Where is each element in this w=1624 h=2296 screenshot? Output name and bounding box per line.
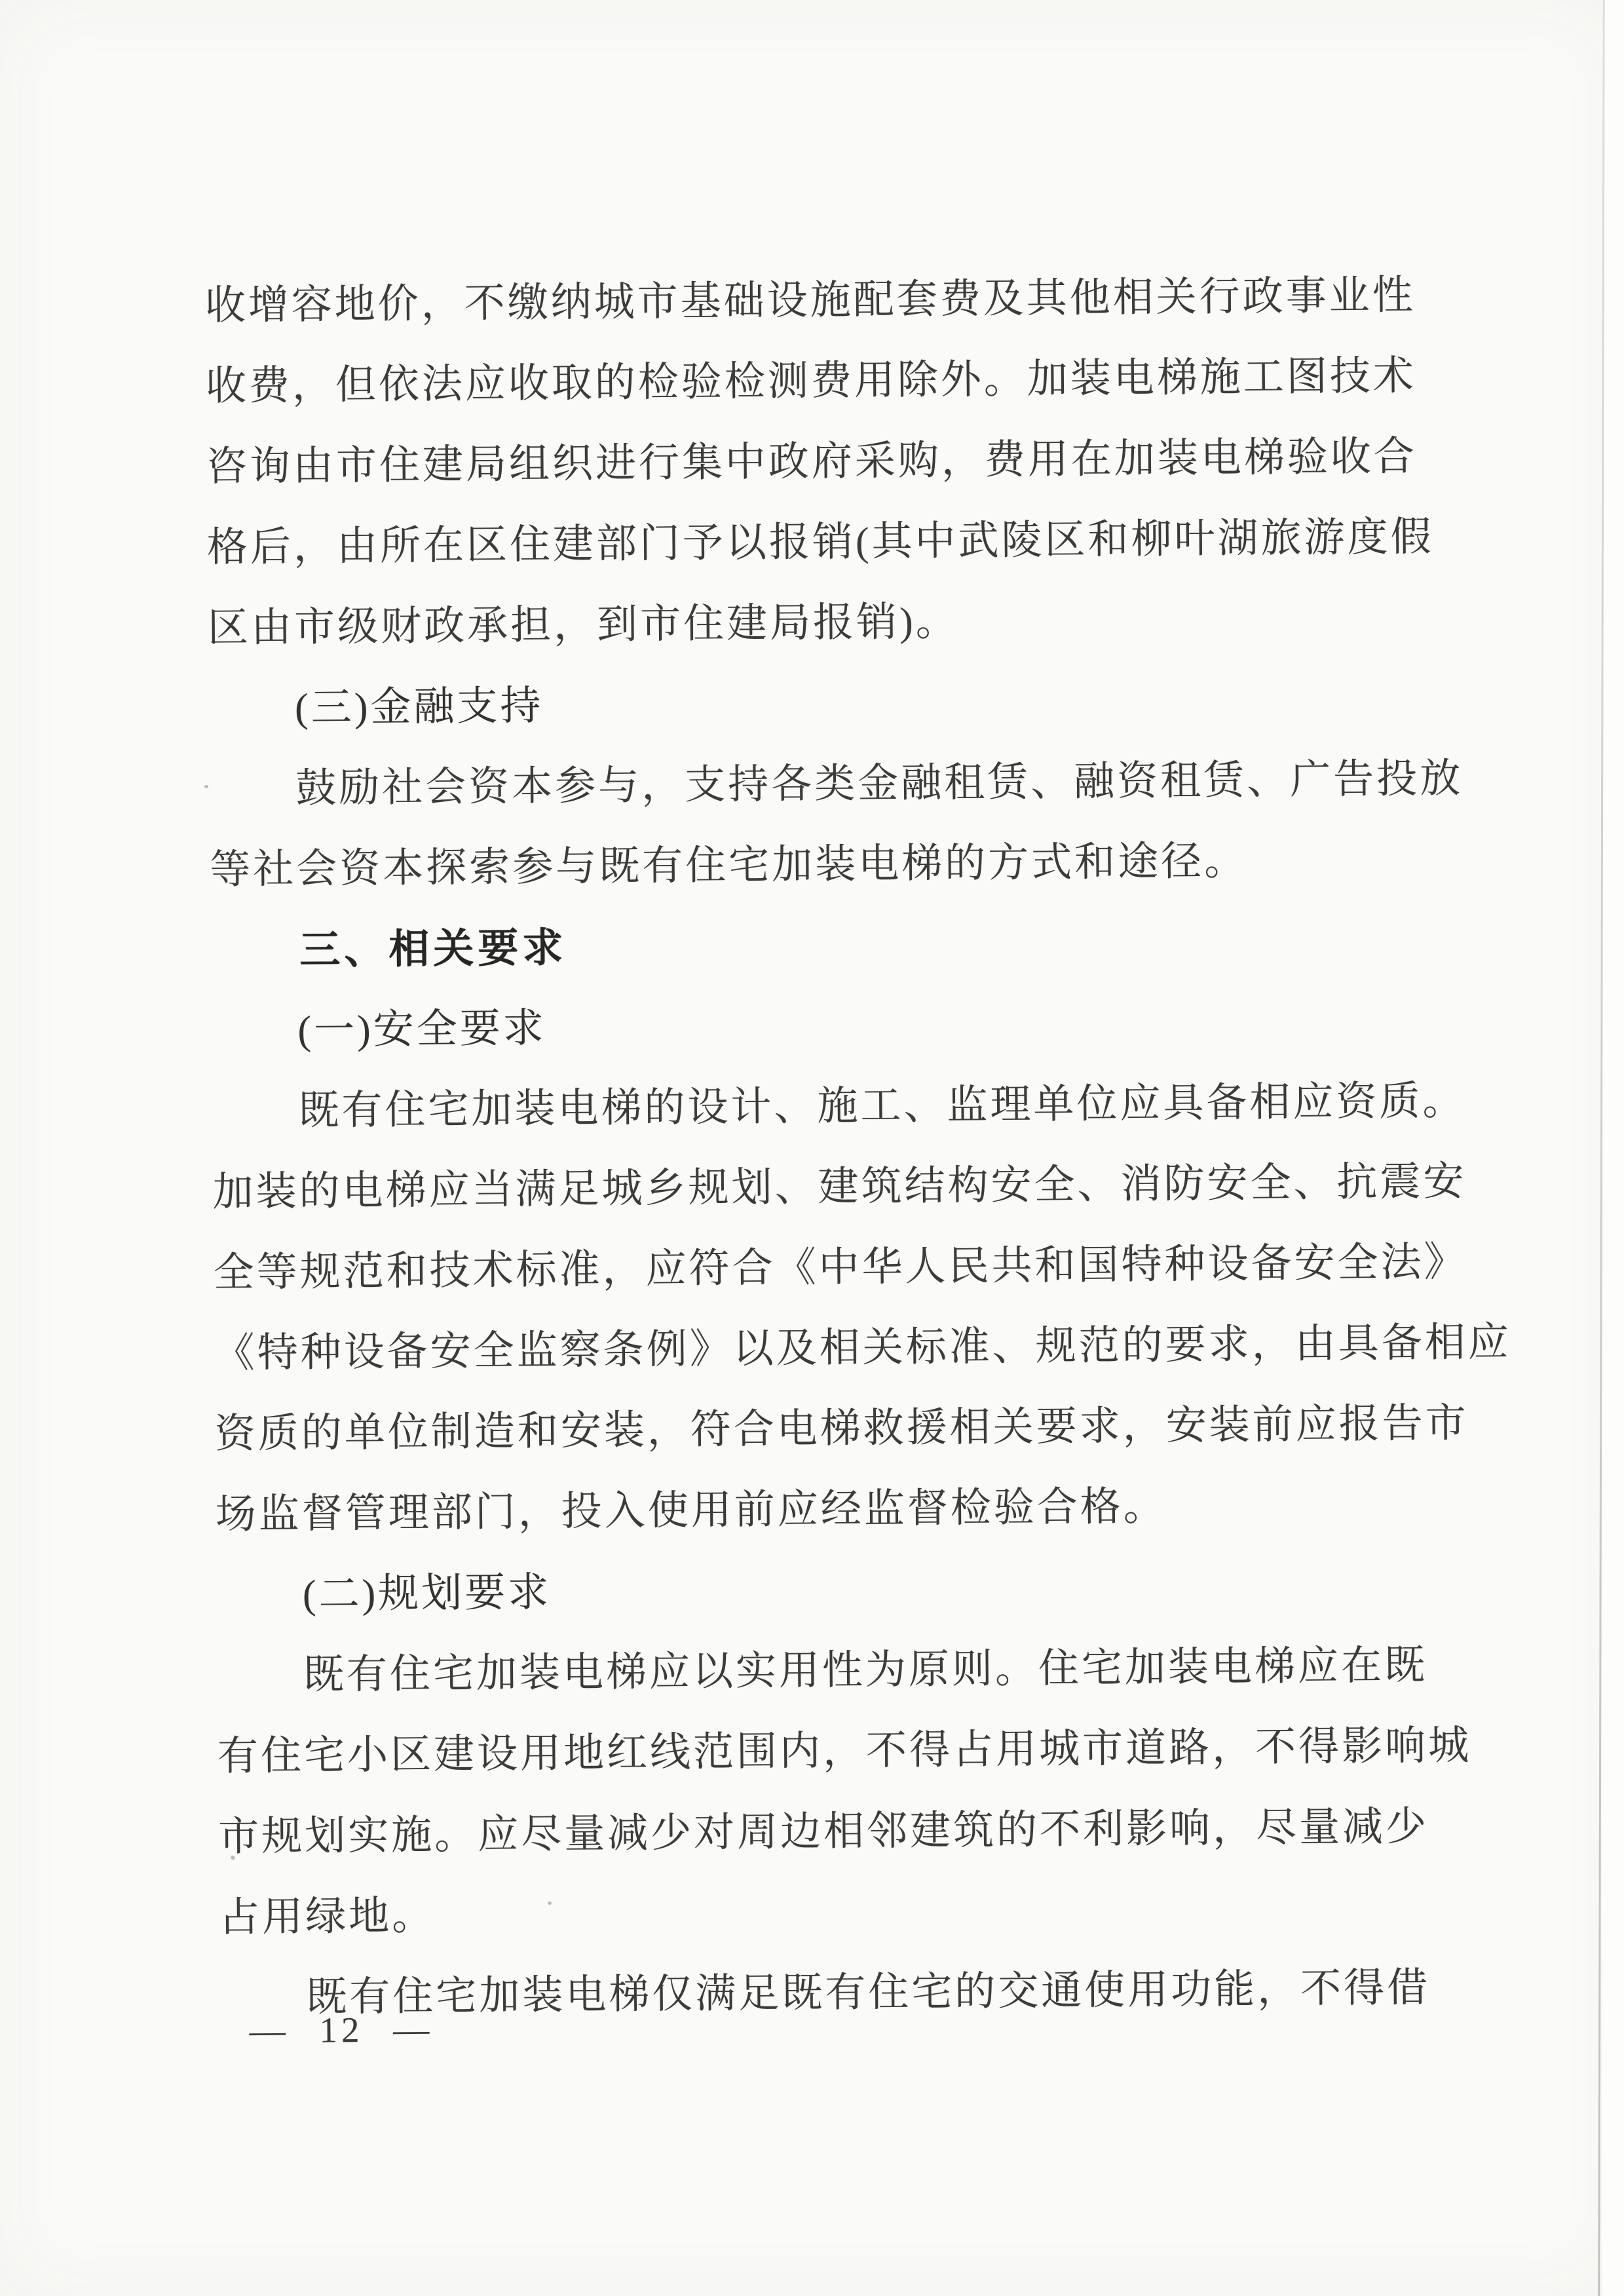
text-line: 格后，由所在区住建部门予以报销(其中武陵区和柳叶湖旅游度假 <box>206 514 1434 571</box>
scan-page-edge-strip <box>1602 0 1624 2296</box>
text-line: 全等规范和技术标准，应符合《中华人民共和国特种设备安全法》 <box>213 1240 1467 1295</box>
paragraph <box>212 1062 1511 1556</box>
section-heading <box>210 900 1443 991</box>
text-line: 既有住宅加装电梯的设计、施工、监理单位应具备相应资质。 <box>298 1079 1466 1134</box>
text-line: 等社会资本探索参与既有住宅加装电梯的方式和途径。 <box>209 839 1248 893</box>
sub-heading <box>208 659 1441 750</box>
paragraph <box>209 739 1463 911</box>
text-line: 有住宅小区建设用地红线范围内，不得占用城市道路，不得影响城 <box>217 1723 1472 1779</box>
text-line: 资质的单位制造和安装，符合电梯救援相关要求，安装前应报告市 <box>214 1401 1469 1457</box>
text-line: 收增容地价，不缴纳城市基础设施配套费及其他相关行政事业性 <box>204 273 1416 329</box>
text-line: 鼓励社会资本参与，支持各类金融租赁、融资租赁、广告投放 <box>295 756 1463 811</box>
text-line: (二)规划要求 <box>302 1570 552 1617</box>
text-line: 场监督管理部门，投入使用前应经监督检验合格。 <box>215 1484 1167 1537</box>
document-body <box>204 256 1511 2039</box>
scan-speck <box>548 1902 552 1905</box>
text-line: 区由市级财政承担，到市住建局报销)。 <box>207 600 959 651</box>
sub-heading <box>216 1545 1448 1636</box>
text-line: 占用绿地。 <box>218 1894 436 1940</box>
text-line: 既有住宅加装电梯应以实用性为原则。住宅加装电梯应在既 <box>303 1643 1428 1698</box>
scan-speck <box>308 467 311 469</box>
text-line: 加装的电梯应当满足城乡规划、建筑结构安全、消防安全、抗震安 <box>212 1159 1467 1215</box>
paragraph <box>216 1626 1472 1959</box>
text-line: 既有住宅加装电梯仅满足既有住宅的交通使用功能，不得借 <box>306 1965 1431 2020</box>
text-line: 三、相关要求 <box>299 925 567 973</box>
text-line: (一)安全要求 <box>297 1006 547 1053</box>
text-line: 收费，但依法应收取的检验检测费用除外。加装电梯施工图技术 <box>205 353 1417 410</box>
text-line: 市规划实施。应尽量减少对周边相邻建筑的不利影响，尽量减少 <box>217 1804 1429 1860</box>
text-line: 咨询由市住建局组织进行集中政府采购，费用在加装电梯验收合 <box>206 434 1418 490</box>
paragraph <box>204 256 1439 669</box>
page-footer <box>249 2010 433 2050</box>
text-line: 《特种设备安全监察条例》以及相关标准、规范的要求，由具备相应 <box>214 1320 1511 1376</box>
sub-heading <box>211 981 1443 1072</box>
page-number: — 12 — <box>249 2009 434 2051</box>
scan-speck <box>204 785 208 788</box>
text-line: (三)金融支持 <box>294 683 544 731</box>
